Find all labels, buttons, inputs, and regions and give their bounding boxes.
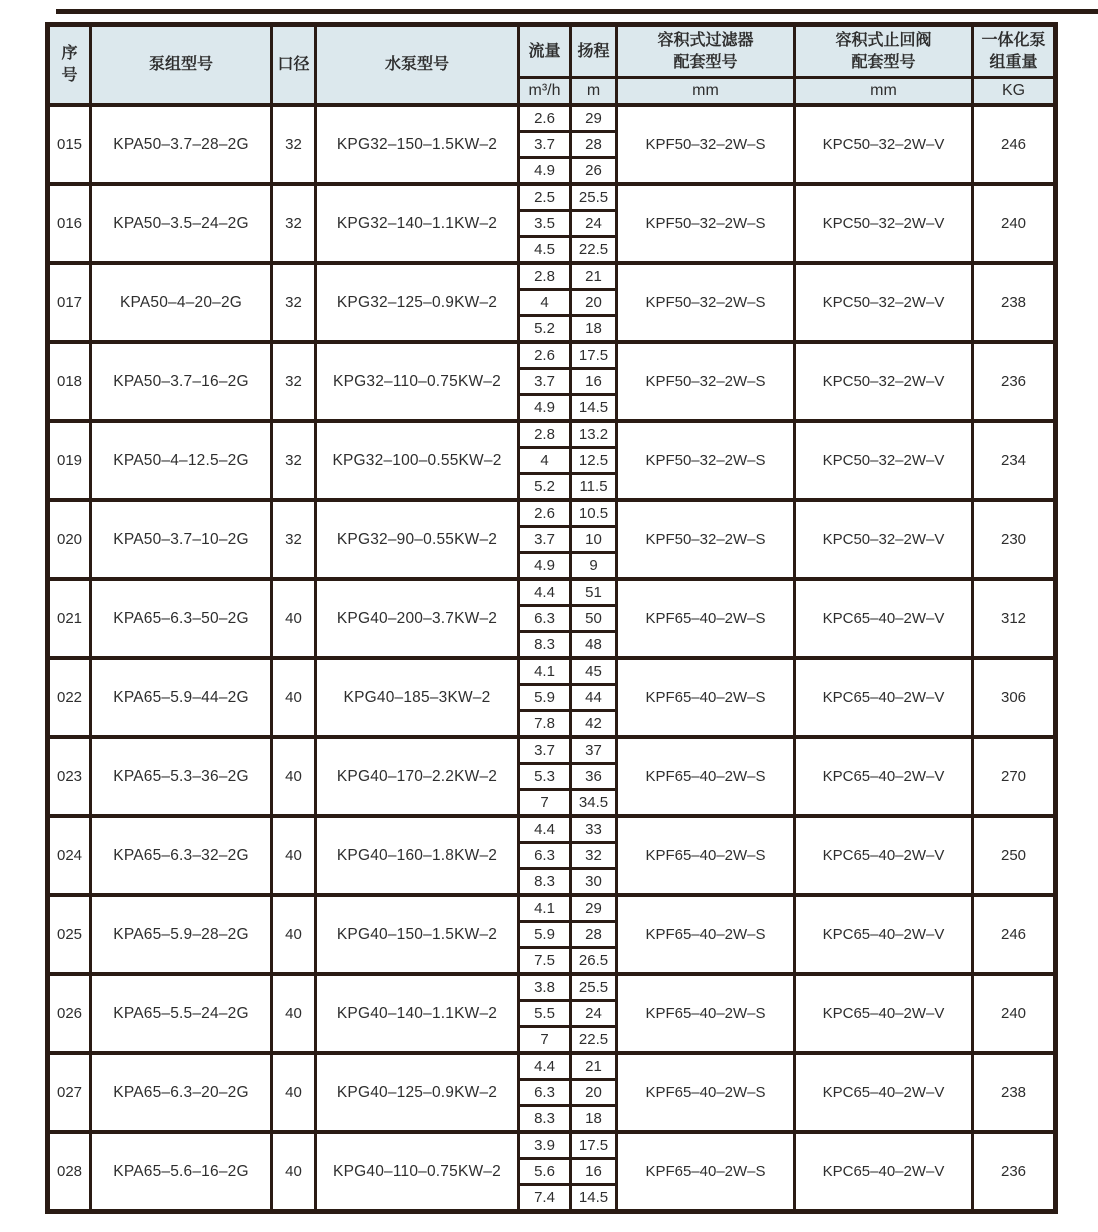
head-cell: 10 bbox=[571, 526, 617, 552]
filter-model-cell: KPF65–40–2W–S bbox=[617, 579, 795, 658]
head-cell: 16 bbox=[571, 368, 617, 394]
pump-model-cell: KPG40–110–0.75KW–2 bbox=[316, 1132, 519, 1212]
pump-model-cell: KPG40–140–1.1KW–2 bbox=[316, 974, 519, 1053]
flow-cell: 4.4 bbox=[519, 816, 571, 843]
flow-cell: 4.9 bbox=[519, 157, 571, 184]
spec-row bbox=[48, 105, 1056, 132]
valve-model-cell: KPC65–40–2W–V bbox=[795, 895, 973, 974]
weight-cell: 238 bbox=[973, 1053, 1056, 1132]
header-serial bbox=[48, 25, 91, 105]
filter-model-cell: KPF50–32–2W–S bbox=[617, 500, 795, 579]
filter-model-cell: KPF65–40–2W–S bbox=[617, 895, 795, 974]
flow-cell: 2.6 bbox=[519, 342, 571, 369]
flow-cell: 3.7 bbox=[519, 526, 571, 552]
flow-cell: 4.1 bbox=[519, 895, 571, 922]
filter-model-cell: KPF50–32–2W–S bbox=[617, 421, 795, 500]
head-cell: 29 bbox=[571, 895, 617, 922]
header-name-row bbox=[48, 25, 1056, 78]
diameter-cell: 32 bbox=[272, 184, 316, 263]
pump-model-cell: KPG40–125–0.9KW–2 bbox=[316, 1053, 519, 1132]
weight-cell: 236 bbox=[973, 342, 1056, 421]
filter-model-cell: KPF50–32–2W–S bbox=[617, 184, 795, 263]
head-cell: 11.5 bbox=[571, 473, 617, 500]
pump-model-cell: KPG32–140–1.1KW–2 bbox=[316, 184, 519, 263]
spec-row bbox=[48, 500, 1056, 527]
header-pump-model: 水泵型号 bbox=[316, 25, 519, 105]
head-cell: 21 bbox=[571, 1053, 617, 1080]
flow-cell: 4.9 bbox=[519, 552, 571, 579]
pump-model-cell: KPG32–125–0.9KW–2 bbox=[316, 263, 519, 342]
filter-model-cell: KPF65–40–2W–S bbox=[617, 1053, 795, 1132]
valve-model-cell: KPC50–32–2W–V bbox=[795, 184, 973, 263]
pump-model-cell: KPG40–150–1.5KW–2 bbox=[316, 895, 519, 974]
flow-cell: 5.3 bbox=[519, 763, 571, 789]
valve-model-cell: KPC65–40–2W–V bbox=[795, 816, 973, 895]
head-cell: 51 bbox=[571, 579, 617, 606]
flow-cell: 5.2 bbox=[519, 473, 571, 500]
pump-model-cell: KPG40–170–2.2KW–2 bbox=[316, 737, 519, 816]
pump-model-cell: KPG40–185–3KW–2 bbox=[316, 658, 519, 737]
filter-model-cell: KPF50–32–2W–S bbox=[617, 263, 795, 342]
head-cell: 16 bbox=[571, 1158, 617, 1184]
filter-model-cell: KPF65–40–2W–S bbox=[617, 974, 795, 1053]
flow-cell: 7.4 bbox=[519, 1184, 571, 1211]
pump-group-cell: KPA65–6.3–20–2G bbox=[91, 1053, 272, 1132]
spec-row bbox=[48, 1132, 1056, 1159]
head-cell: 24 bbox=[571, 1000, 617, 1026]
valve-model-cell: KPC50–32–2W–V bbox=[795, 421, 973, 500]
weight-cell: 312 bbox=[973, 579, 1056, 658]
head-cell: 13.2 bbox=[571, 421, 617, 448]
weight-cell: 234 bbox=[973, 421, 1056, 500]
head-cell: 44 bbox=[571, 684, 617, 710]
pump-group-cell: KPA50–3.7–16–2G bbox=[91, 342, 272, 421]
head-cell: 37 bbox=[571, 737, 617, 764]
pump-model-cell: KPG32–110–0.75KW–2 bbox=[316, 342, 519, 421]
flow-cell: 5.6 bbox=[519, 1158, 571, 1184]
serial-cell: 016 bbox=[48, 184, 91, 263]
head-cell: 18 bbox=[571, 315, 617, 342]
serial-cell: 020 bbox=[48, 500, 91, 579]
flow-cell: 3.7 bbox=[519, 131, 571, 157]
flow-cell: 6.3 bbox=[519, 842, 571, 868]
weight-cell: 240 bbox=[973, 974, 1056, 1053]
head-cell: 18 bbox=[571, 1105, 617, 1132]
pump-group-cell: KPA50–4–20–2G bbox=[91, 263, 272, 342]
head-cell: 50 bbox=[571, 605, 617, 631]
spec-row bbox=[48, 421, 1056, 448]
head-cell: 36 bbox=[571, 763, 617, 789]
head-cell: 20 bbox=[571, 1079, 617, 1105]
pump-group-cell: KPA50–4–12.5–2G bbox=[91, 421, 272, 500]
weight-cell: 240 bbox=[973, 184, 1056, 263]
diameter-cell: 40 bbox=[272, 1132, 316, 1212]
diameter-cell: 40 bbox=[272, 1053, 316, 1132]
diameter-cell: 40 bbox=[272, 816, 316, 895]
filter-model-cell: KPF65–40–2W–S bbox=[617, 1132, 795, 1212]
flow-cell: 4 bbox=[519, 289, 571, 315]
head-cell: 29 bbox=[571, 105, 617, 132]
valve-model-cell: KPC65–40–2W–V bbox=[795, 737, 973, 816]
weight-cell: 306 bbox=[973, 658, 1056, 737]
diameter-cell: 32 bbox=[272, 421, 316, 500]
serial-cell: 018 bbox=[48, 342, 91, 421]
header-weight bbox=[973, 25, 1056, 78]
pump-group-cell: KPA65–5.9–28–2G bbox=[91, 895, 272, 974]
pump-group-cell: KPA65–6.3–50–2G bbox=[91, 579, 272, 658]
diameter-cell: 32 bbox=[272, 105, 316, 184]
head-cell: 33 bbox=[571, 816, 617, 843]
serial-cell: 022 bbox=[48, 658, 91, 737]
valve-model-cell: KPC65–40–2W–V bbox=[795, 579, 973, 658]
flow-cell: 8.3 bbox=[519, 868, 571, 895]
filter-model-cell: KPF65–40–2W–S bbox=[617, 658, 795, 737]
head-cell: 42 bbox=[571, 710, 617, 737]
serial-cell: 021 bbox=[48, 579, 91, 658]
head-cell: 26.5 bbox=[571, 947, 617, 974]
flow-cell: 7.5 bbox=[519, 947, 571, 974]
header-serial-line1: 序 bbox=[61, 45, 78, 63]
flow-cell: 8.3 bbox=[519, 631, 571, 658]
flow-cell: 4.4 bbox=[519, 1053, 571, 1080]
head-cell: 32 bbox=[571, 842, 617, 868]
valve-model-cell: KPC50–32–2W–V bbox=[795, 500, 973, 579]
top-rule bbox=[56, 9, 1098, 14]
head-cell: 14.5 bbox=[571, 394, 617, 421]
head-cell: 22.5 bbox=[571, 236, 617, 263]
header-weight-line2: 组重量 bbox=[989, 53, 1038, 71]
flow-cell: 3.5 bbox=[519, 210, 571, 236]
spec-row bbox=[48, 737, 1056, 764]
valve-model-cell: KPC65–40–2W–V bbox=[795, 974, 973, 1053]
head-cell: 21 bbox=[571, 263, 617, 290]
pump-model-cell: KPG32–100–0.55KW–2 bbox=[316, 421, 519, 500]
flow-cell: 2.6 bbox=[519, 500, 571, 527]
header-valve bbox=[795, 25, 973, 78]
pump-group-cell: KPA65–5.9–44–2G bbox=[91, 658, 272, 737]
unit-flow: m³/h bbox=[519, 78, 571, 105]
head-cell: 17.5 bbox=[571, 342, 617, 369]
serial-cell: 025 bbox=[48, 895, 91, 974]
header-filter bbox=[617, 25, 795, 78]
diameter-cell: 32 bbox=[272, 342, 316, 421]
head-cell: 24 bbox=[571, 210, 617, 236]
diameter-cell: 40 bbox=[272, 974, 316, 1053]
pump-spec-table bbox=[45, 22, 1058, 1214]
pump-model-cell: KPG40–160–1.8KW–2 bbox=[316, 816, 519, 895]
flow-cell: 6.3 bbox=[519, 605, 571, 631]
pump-group-cell: KPA65–5.5–24–2G bbox=[91, 974, 272, 1053]
flow-cell: 6.3 bbox=[519, 1079, 571, 1105]
flow-cell: 2.6 bbox=[519, 105, 571, 132]
flow-cell: 7 bbox=[519, 789, 571, 816]
flow-cell: 8.3 bbox=[519, 1105, 571, 1132]
spec-row bbox=[48, 184, 1056, 211]
spec-row bbox=[48, 342, 1056, 369]
flow-cell: 3.7 bbox=[519, 737, 571, 764]
pump-model-cell: KPG32–150–1.5KW–2 bbox=[316, 105, 519, 184]
filter-model-cell: KPF50–32–2W–S bbox=[617, 105, 795, 184]
serial-cell: 019 bbox=[48, 421, 91, 500]
flow-cell: 2.5 bbox=[519, 184, 571, 211]
head-cell: 20 bbox=[571, 289, 617, 315]
pump-group-cell: KPA50–3.7–10–2G bbox=[91, 500, 272, 579]
spec-row bbox=[48, 579, 1056, 606]
diameter-cell: 40 bbox=[272, 895, 316, 974]
valve-model-cell: KPC65–40–2W–V bbox=[795, 658, 973, 737]
spec-row bbox=[48, 1053, 1056, 1080]
filter-model-cell: KPF65–40–2W–S bbox=[617, 737, 795, 816]
weight-cell: 246 bbox=[973, 105, 1056, 184]
valve-model-cell: KPC50–32–2W–V bbox=[795, 342, 973, 421]
serial-cell: 024 bbox=[48, 816, 91, 895]
flow-cell: 7 bbox=[519, 1026, 571, 1053]
filter-model-cell: KPF50–32–2W–S bbox=[617, 342, 795, 421]
head-cell: 26 bbox=[571, 157, 617, 184]
serial-cell: 026 bbox=[48, 974, 91, 1053]
serial-cell: 015 bbox=[48, 105, 91, 184]
table-body bbox=[48, 105, 1056, 1212]
pump-group-cell: KPA50–3.7–28–2G bbox=[91, 105, 272, 184]
spec-row bbox=[48, 974, 1056, 1001]
head-cell: 22.5 bbox=[571, 1026, 617, 1053]
valve-model-cell: KPC65–40–2W–V bbox=[795, 1132, 973, 1212]
unit-valve: mm bbox=[795, 78, 973, 105]
flow-cell: 3.8 bbox=[519, 974, 571, 1001]
flow-cell: 3.9 bbox=[519, 1132, 571, 1159]
serial-cell: 017 bbox=[48, 263, 91, 342]
head-cell: 34.5 bbox=[571, 789, 617, 816]
diameter-cell: 40 bbox=[272, 737, 316, 816]
weight-cell: 246 bbox=[973, 895, 1056, 974]
flow-cell: 5.9 bbox=[519, 921, 571, 947]
head-cell: 12.5 bbox=[571, 447, 617, 473]
flow-cell: 5.5 bbox=[519, 1000, 571, 1026]
diameter-cell: 40 bbox=[272, 579, 316, 658]
flow-cell: 3.7 bbox=[519, 368, 571, 394]
serial-cell: 023 bbox=[48, 737, 91, 816]
serial-cell: 027 bbox=[48, 1053, 91, 1132]
flow-cell: 7.8 bbox=[519, 710, 571, 737]
flow-cell: 2.8 bbox=[519, 421, 571, 448]
diameter-cell: 32 bbox=[272, 263, 316, 342]
pump-group-cell: KPA65–6.3–32–2G bbox=[91, 816, 272, 895]
header-filter-line1: 容积式过滤器 bbox=[657, 31, 754, 49]
head-cell: 9 bbox=[571, 552, 617, 579]
pump-model-cell: KPG32–90–0.55KW–2 bbox=[316, 500, 519, 579]
diameter-cell: 32 bbox=[272, 500, 316, 579]
spec-row bbox=[48, 816, 1056, 843]
spec-row bbox=[48, 895, 1056, 922]
head-cell: 28 bbox=[571, 921, 617, 947]
flow-cell: 2.8 bbox=[519, 263, 571, 290]
head-cell: 10.5 bbox=[571, 500, 617, 527]
flow-cell: 5.9 bbox=[519, 684, 571, 710]
header-flow: 流量 bbox=[519, 25, 571, 78]
table-header bbox=[48, 25, 1056, 105]
pump-group-cell: KPA65–5.6–16–2G bbox=[91, 1132, 272, 1212]
head-cell: 30 bbox=[571, 868, 617, 895]
pump-group-cell: KPA65–5.3–36–2G bbox=[91, 737, 272, 816]
weight-cell: 236 bbox=[973, 1132, 1056, 1212]
pump-group-cell: KPA50–3.5–24–2G bbox=[91, 184, 272, 263]
flow-cell: 4.4 bbox=[519, 579, 571, 606]
head-cell: 28 bbox=[571, 131, 617, 157]
weight-cell: 250 bbox=[973, 816, 1056, 895]
header-valve-line2: 配套型号 bbox=[851, 53, 916, 71]
flow-cell: 4 bbox=[519, 447, 571, 473]
header-diameter: 口径 bbox=[272, 25, 316, 105]
head-cell: 17.5 bbox=[571, 1132, 617, 1159]
weight-cell: 230 bbox=[973, 500, 1056, 579]
valve-model-cell: KPC50–32–2W–V bbox=[795, 263, 973, 342]
header-head: 扬程 bbox=[571, 25, 617, 78]
unit-head: m bbox=[571, 78, 617, 105]
weight-cell: 238 bbox=[973, 263, 1056, 342]
unit-filter: mm bbox=[617, 78, 795, 105]
valve-model-cell: KPC50–32–2W–V bbox=[795, 105, 973, 184]
spec-row bbox=[48, 658, 1056, 685]
header-weight-line1: 一体化泵 bbox=[981, 31, 1046, 49]
head-cell: 25.5 bbox=[571, 184, 617, 211]
filter-model-cell: KPF65–40–2W–S bbox=[617, 816, 795, 895]
header-filter-line2: 配套型号 bbox=[673, 53, 738, 71]
diameter-cell: 40 bbox=[272, 658, 316, 737]
unit-weight: KG bbox=[973, 78, 1056, 105]
weight-cell: 270 bbox=[973, 737, 1056, 816]
serial-cell: 028 bbox=[48, 1132, 91, 1212]
head-cell: 45 bbox=[571, 658, 617, 685]
flow-cell: 4.1 bbox=[519, 658, 571, 685]
valve-model-cell: KPC65–40–2W–V bbox=[795, 1053, 973, 1132]
head-cell: 14.5 bbox=[571, 1184, 617, 1211]
head-cell: 48 bbox=[571, 631, 617, 658]
header-pump-group: 泵组型号 bbox=[91, 25, 272, 105]
spec-row bbox=[48, 263, 1056, 290]
pump-model-cell: KPG40–200–3.7KW–2 bbox=[316, 579, 519, 658]
flow-cell: 4.9 bbox=[519, 394, 571, 421]
head-cell: 25.5 bbox=[571, 974, 617, 1001]
header-valve-line1: 容积式止回阀 bbox=[835, 31, 932, 49]
flow-cell: 5.2 bbox=[519, 315, 571, 342]
flow-cell: 4.5 bbox=[519, 236, 571, 263]
header-serial-line2: 号 bbox=[61, 66, 78, 84]
